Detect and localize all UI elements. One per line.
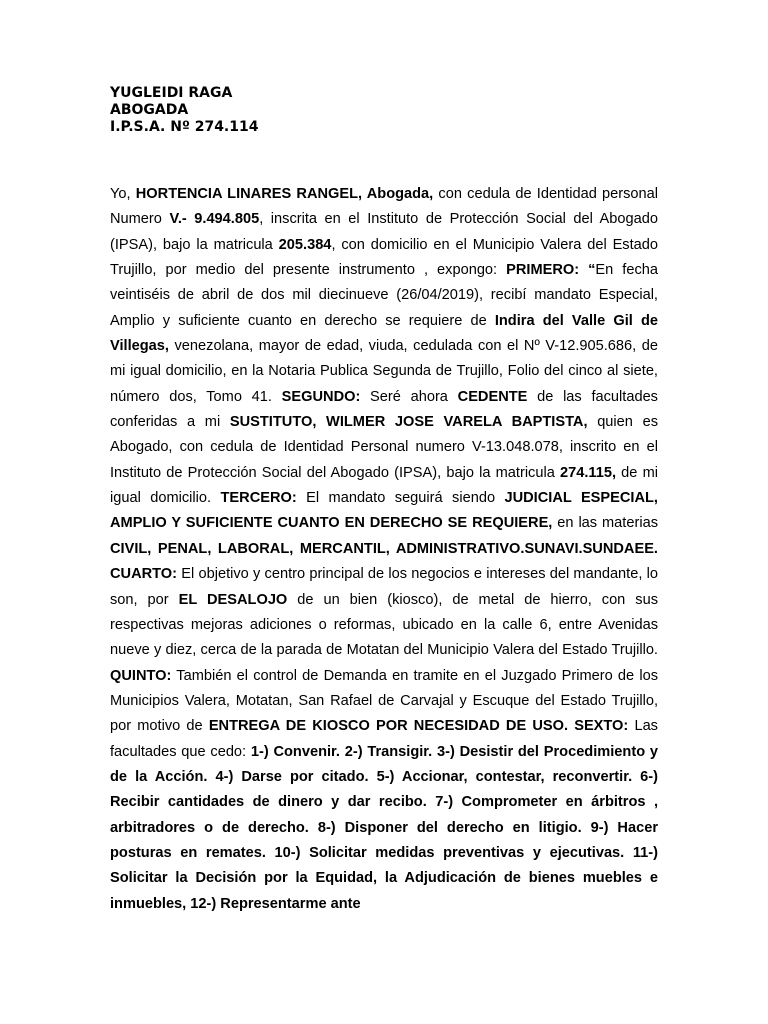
body-text-run: También el control de Demanda en tramite en el Juzgado Primero de los Municipios Valera, Motatan, San Rafael de Carvajal y Escuque del Estado Trujillo, por motivo de [110, 667, 658, 735]
body-text-run: con cedula de Identidad personal Numero [110, 186, 658, 228]
body-bold-run: EL DESALOJO [178, 591, 288, 608]
body-text-run: de las facultades conferidas a mi [110, 388, 658, 431]
body-bold-run: CIVIL, PENAL, LABORAL, MERCANTIL, ADMINISTRATIVO.SUNAVI.SUNDAEE. CUARTO: [110, 540, 658, 583]
body-text-run: de un bien (kiosco), de metal de hierro, con sus respectivas mejoras adiciones o reformas, ubicado en la calle 6, entre Avenidas nueve y diez, cerca de la parada de Motatan del Municipio Valera del Estado Trujillo. [110, 591, 658, 659]
body-bold-run: ENTREGA DE KIOSCO POR NECESIDAD DE USO. SEXTO: [208, 718, 629, 735]
body-text-run: en las materias [552, 515, 658, 532]
body-text-run: Seré ahora [360, 388, 458, 405]
body-bold-run: Indira del Valle Gil de Villegas, [110, 312, 658, 355]
body-text-run: , inscrita en el Instituto de Protección Social del Abogado (IPSA), bajo la matricula [110, 211, 658, 253]
document-body [110, 182, 658, 917]
lawyer-registration: I.P.S.A. Nº 274.114 [110, 119, 259, 135]
body-text-run: , con domicilio en el Municipio Valera del Estado Trujillo, por medio del presente instrumento , expongo: [110, 236, 658, 279]
body-bold-run: SEGUNDO: [281, 388, 361, 405]
body-text-run: El mandato seguirá siendo [296, 490, 505, 507]
body-text-run: de mi igual domicilio. [110, 464, 658, 507]
body-bold-run: CEDENTE [457, 388, 528, 405]
lawyer-profession: ABOGADA [110, 102, 189, 118]
body-text-run: Yo, [110, 186, 136, 202]
body-bold-run: PRIMERO: “ [506, 262, 596, 279]
body-bold-run: 205.384 [278, 236, 332, 253]
letterhead [110, 85, 258, 136]
body-text-run: El objetivo y centro principal de los negocios e intereses del mandante, lo son, por [110, 566, 658, 608]
body-bold-run: TERCERO: [220, 490, 297, 507]
body-bold-run: JUDICIAL ESPECIAL, AMPLIO Y SUFICIENTE CUANTO EN DERECHO SE REQUIERE, [110, 490, 658, 532]
body-bold-run: 1-) Convenir. 2-) Transigir. 3-) Desistir del Procedimiento y de la Acción. 4-) Darse por citado. 5-) Accionar, contestar, reconvertir. 6-) Recibir cantidades de dinero y dar recibo. 7-) Comprometer en árbitros , arbitradores o de derecho. 8-) Disponer del derecho en litigio. 9-) Hacer posturas en remates. 10-) Solicitar medidas preventivas y ejecutivas. 11-) Solicitar la Decisión por la Equidad, la Adjudicación de bienes muebles e inmuebles, 12-) Representarme ante [110, 743, 658, 912]
body-text-run: quien es Abogado, con cedula de Identidad Personal numero V-13.048.078, inscrito en el Instituto de Protección Social del Abogado (IPSA), bajo la matricula [110, 414, 658, 481]
body-bold-run: QUINTO: [110, 667, 172, 684]
body-bold-run: HORTENCIA LINARES RANGEL, Abogada, [135, 186, 434, 202]
lawyer-name: YUGLEIDI RAGA [110, 85, 233, 101]
body-text-run: En fecha veintiséis de abril de dos mil diecinueve (26/04/2019), recibí mandato Especial, Amplio y suficiente cuanto en derecho se requiere de [110, 262, 658, 329]
body-bold-run: 274.115, [560, 464, 617, 481]
body-bold-run: SUSTITUTO, WILMER JOSE VARELA BAPTISTA, [229, 414, 588, 431]
body-text-run: venezolana, mayor de edad, viuda, cedulada con el Nº V-12.905.686, de mi igual domicilio, en la Notaria Publica Segunda de Trujillo, Folio del cinco al siete, número dos, Tomo 41. [110, 338, 658, 405]
body-text-run: Las facultades que cedo: [110, 718, 658, 760]
body-bold-run: V.- 9.494.805 [169, 211, 260, 228]
